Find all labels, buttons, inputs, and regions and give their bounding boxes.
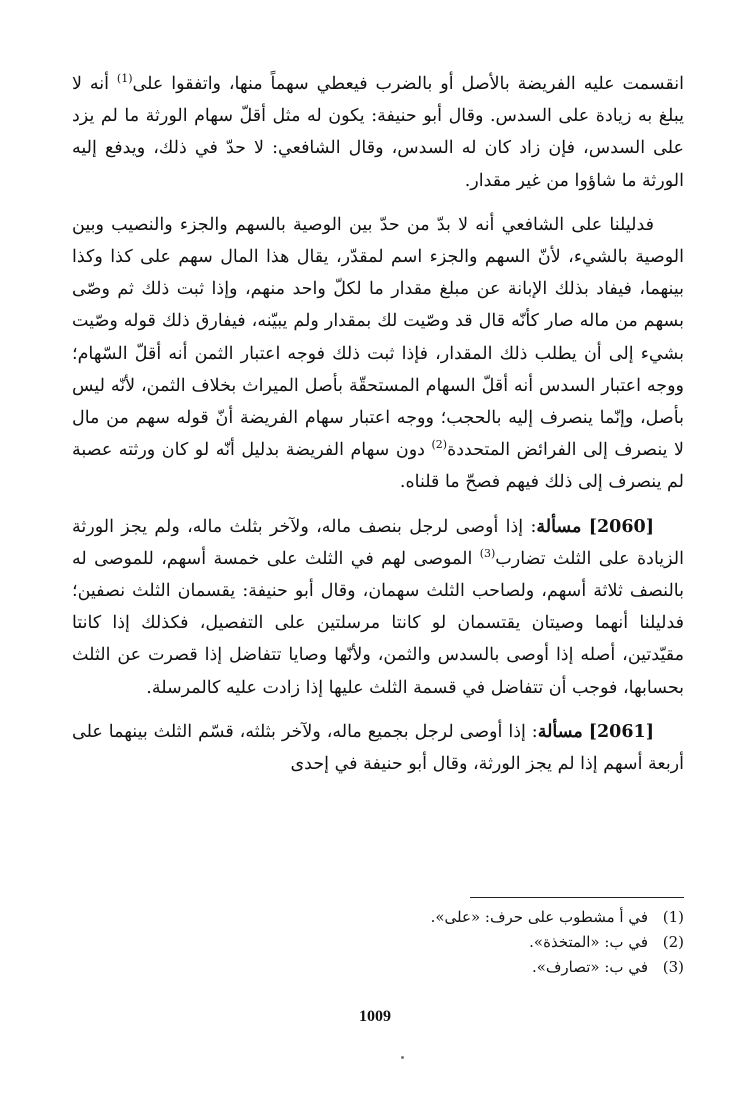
footnote-ref-2[interactable]: (2) (431, 438, 448, 452)
paragraph-2-text-b: دون سهام الفريضة بدليل أنّه لو كان ورثته عصبة لم ينصرف إلى ذلك فيهم فصحّ ما قلناه. (72, 440, 684, 493)
footnote-number: (2) (662, 933, 684, 951)
issue-2060-text-b: الموصى لهم في الثلث على خمسة أسهم، للموصى له بالنصف ثلاثة أسهم، ولصاحب الثلث سهمان، وقال أبو حنيفة: يقسمان الثلث نصفين؛ فدليلنا أنهما وصيتان يقتسمان لو كانتا مرسلتين على التفصيل، فكذلك إذا كانتا مقيّدتين، أصله إذا أوصى بالسدس والثمن، ولأنّها وصايا تتفاضل إذا قصرت عن الثلث بحسابها، فوجب أن تتفاضل في قسمة الثلث عليها إذا زادت عليه كالمرسلة. (72, 548, 684, 698)
footnote-text: في ب: «المتخذة». (529, 933, 648, 951)
footnote-text: في أ مشطوب على حرف: «على». (430, 908, 648, 926)
footnote-divider (470, 897, 684, 898)
issue-2060-text-a: : إذا أوصى لرجل بنصف ماله، ولآخر بثلث ماله، ولم يجز الورثة الزيادة على الثلث تضارب (72, 516, 684, 569)
scan-speck (401, 1056, 404, 1059)
paragraph-2 (72, 209, 684, 499)
footnote-ref-1[interactable]: (1) (116, 72, 133, 86)
footnotes (300, 905, 684, 980)
footnote-text: في ب: «تصارف». (531, 958, 648, 976)
issue-number: [2061] (588, 721, 654, 742)
page-number: 1009 (359, 1008, 391, 1025)
paragraph-1-text-b: أنه لا يبلغ به زيادة على السدس. وقال أبو حنيفة: يكون له مثل أقلّ سهام الورثة ما لم يزد على السدس، فإن زاد كان له السدس، وقال الشافعي: لا حدّ في ذلك، ويدفع إليه الورثة ما شاؤوا من غير مقدار. (72, 74, 684, 191)
issue-2061 (72, 716, 684, 780)
footnote-number: (3) (662, 958, 684, 976)
footnote-number: (1) (662, 908, 684, 926)
footnote-3 (300, 955, 684, 980)
issue-label: مسألة (536, 516, 582, 537)
main-text (72, 68, 684, 792)
paragraph-1 (72, 68, 684, 197)
issue-number: [2060] (588, 516, 654, 537)
footnote-2 (300, 930, 684, 955)
paragraph-2-text-a: فدليلنا على الشافعي أنه لا بدّ من حدّ بين الوصية بالسهم والجزء والنصيب وبين الوصية بالشيء، لأنّ السهم والجزء اسم لمقدّر، يقال هذا المال سهم على كذا وكذا بينهما، فيفاد بذلك الإبانة عن مبلغ مقدار ما لكلّ واحد منهم، وإذا ثبت ذلك ثم وصّى بسهم من ماله صار كأنّه قال قد وصّيت لك بمقدار ولم يبيّنه، فيفارق ذلك قوله وصّيت بشيء إلى أن يطلب ذلك المقدار، فإذا ثبت ذلك فوجه اعتبار الثمن أنه أقلّ السّهام؛ ووجه اعتبار السدس أنه أقلّ السهام المستحقّة بأصل الميراث بخلاف الثمن، لأنّه ليس بأصل، وإنّما ينصرف إليه بالحجب؛ ووجه اعتبار سهام الفريضة أنّ قوله سهم من مال لا ينصرف إلى الفرائض المتحددة (72, 214, 684, 461)
footnote-ref-3[interactable]: (3) (479, 547, 496, 561)
issue-label: مسألة (537, 721, 583, 742)
paragraph-1-text-a: انقسمت عليه الفريضة بالأصل أو بالضرب فيعطي سهماً منها، واتفقوا على (132, 74, 684, 94)
issue-2060 (72, 511, 684, 704)
issue-2061-text: : إذا أوصى لرجل بجميع ماله، ولآخر بثلثه، قسّم الثلث بينهما على أربعة أسهم إذا لم يجز الورثة، وقال أبو حنيفة في إحدى (72, 721, 684, 775)
footnote-1 (300, 905, 684, 930)
